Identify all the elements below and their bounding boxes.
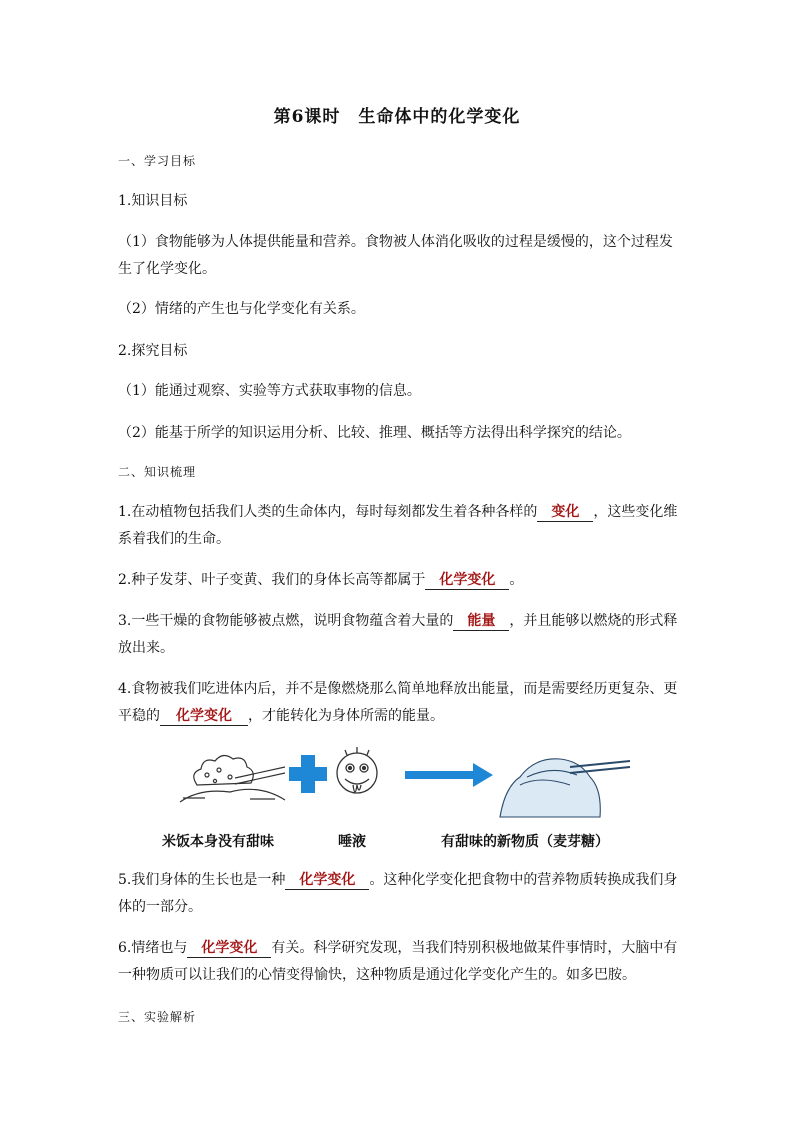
item-6-line2: 一种物质可以让我们的心情变得愉快，这种物质是通过化学变化产生的。如多巴胺。 — [118, 967, 636, 983]
item-2 — [118, 567, 678, 593]
answer-blank: 化学变化 — [187, 939, 271, 958]
answer-blank: 能量 — [453, 612, 509, 631]
knowledge-goal-2: （2）情绪的产生也与化学变化有关系。 — [118, 301, 365, 317]
rice-bowl-icon — [180, 755, 285, 802]
item-4-line2 — [118, 703, 678, 729]
sugar-bowl-icon — [500, 759, 630, 817]
caption-rice: 米饭本身没有甜味 — [162, 834, 274, 850]
item-1-line2: 系着我们的生命。 — [118, 531, 230, 547]
illustration-svg — [175, 745, 635, 825]
section-heading-goals: 一、学习目标 — [118, 154, 197, 168]
item-2-text-end: 。 — [509, 572, 524, 588]
knowledge-goal-heading: 1.知识目标 — [118, 193, 188, 209]
item-2-text: 2.种子发芽、叶子变黄、我们的身体长高等都属于 — [118, 572, 426, 588]
saliva-face-icon — [337, 747, 377, 793]
item-5-text: 5.我们身体的生长也是一种 — [118, 872, 286, 888]
item-3-text: 3.一些干燥的食物能够被点燃，说明食物蕴含着大量的 — [118, 613, 454, 629]
item-4-text: 平稳的 — [118, 708, 160, 724]
answer-blank: 化学变化 — [285, 871, 369, 890]
page-title: 第6课时 生命体中的化学变化 — [273, 107, 521, 127]
item-6-text-end: 有关。科学研究发现，当我们特别积极地做某件事情时，大脑中有 — [271, 940, 678, 956]
item-1-text: 1.在动植物包括我们人类的生命体内，每时每刻都发生着各种各样的 — [118, 504, 538, 520]
caption-saliva: 唾液 — [338, 834, 366, 850]
item-5-line2: 体的一部分。 — [118, 899, 202, 915]
arrow-right-icon — [405, 763, 493, 787]
explore-goal-heading: 2.探究目标 — [118, 343, 188, 359]
digestion-illustration — [175, 745, 635, 825]
item-4-text-end: ，才能转化为身体所需的能量。 — [248, 708, 444, 724]
item-5-line1 — [118, 867, 678, 893]
item-4-line1: 4.食物被我们吃进体内后，并不是像燃烧那么简单地释放出能量，而是需要经历更复杂、更 — [118, 681, 678, 697]
section-heading-knowledge: 二、知识梳理 — [118, 465, 197, 479]
item-1-line1 — [118, 499, 678, 525]
item-6-text: 6.情绪也与 — [118, 940, 188, 956]
explore-goal-1: （1）能通过观察、实验等方式获取事物的信息。 — [118, 383, 421, 399]
answer-blank: 变化 — [537, 503, 593, 522]
caption-result: 有甜味的新物质（麦芽糖） — [441, 834, 609, 850]
answer-blank: 化学变化 — [425, 571, 509, 590]
item-6-line1 — [118, 935, 678, 961]
explore-goal-2: （2）能基于所学的知识运用分析、比较、推理、概括等方法得出科学探究的结论。 — [118, 425, 631, 441]
knowledge-goal-1-line2: 生了化学变化。 — [118, 261, 216, 277]
item-3-line2: 放出来。 — [118, 640, 174, 656]
item-1-text-end: ，这些变化维 — [593, 504, 678, 520]
knowledge-goal-1-line1: （1）食物能够为人体提供能量和营养。食物被人体消化吸收的过程是缓慢的，这个过程发 — [118, 234, 673, 250]
item-3-line1 — [118, 608, 678, 634]
plus-icon — [289, 755, 327, 793]
item-5-text-end: 。这种化学变化把食物中的营养物质转换成我们身 — [369, 872, 678, 888]
item-3-text-end: ，并且能够以燃烧的形式释 — [509, 613, 678, 629]
section-heading-experiment: 三、实验解析 — [118, 1010, 197, 1024]
answer-blank: 化学变化 — [160, 707, 248, 726]
